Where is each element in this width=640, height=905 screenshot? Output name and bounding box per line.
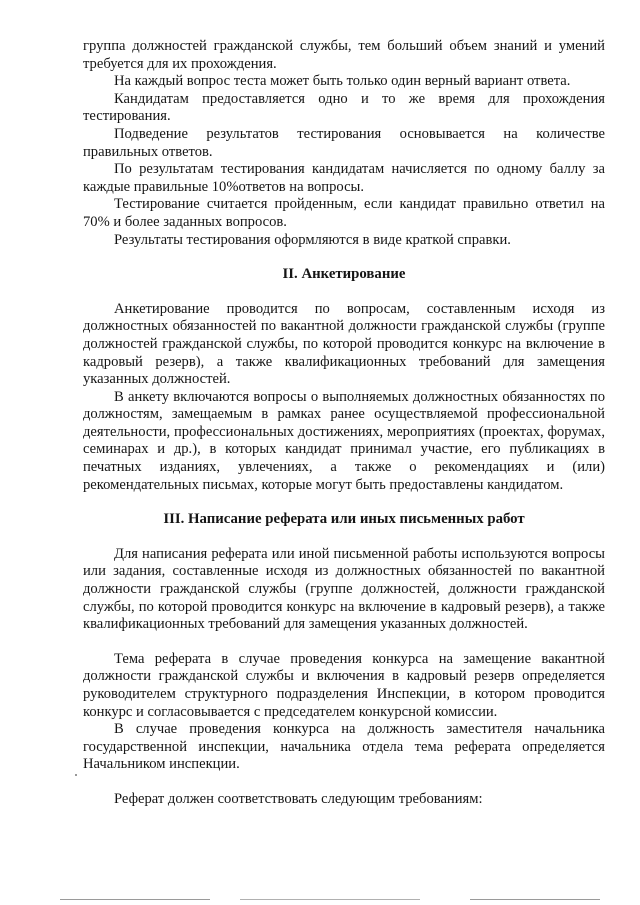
section-3-heading: III. Написание реферата или иных письменных работ (163, 511, 525, 528)
section-3-paragraph-1: Для написания реферата или иной письменной работы используются вопросы или задания, составленные исходя из должностных обязанностей по вакантной должности гражданской службы (группе должностей, должности гражданской службы, по которой проводится конкурс на включение в кадровый резерв), а также квалификационных требований для замещения указанных должностей. (83, 545, 605, 633)
scan-speck (75, 774, 77, 776)
one-answer-paragraph: На каждый вопрос теста может быть только один верный вариант ответа. (114, 73, 571, 90)
intro-continuation-paragraph: группа должностей гражданской службы, тем больший объем знаний и умений требуется для их прохождения. (83, 38, 605, 72)
section-2-heading: II. Анкетирование (282, 266, 406, 283)
section-3-paragraph-2: Тема реферата в случае проведения конкурса на замещение вакантной должности гражданской службы и включения в кадровый резерв определяется руководителем структурного подразделения Инспекции, в котором проводится конкурс и согласовывается с председателем конкурсной комиссии. (83, 650, 605, 720)
report-paragraph: Результаты тестирования оформляются в виде краткой справки. (114, 231, 511, 248)
document-page (83, 38, 605, 809)
section-2-paragraph-2: В анкету включаются вопросы о выполняемых должностных обязанностях по должностям, замещаемым в рамках ранее осуществляемой профессиональной деятельности, профессиональных достижениях, мероприятиях (проектах, форумах, семинарах и др.), в которых кандидат принимал участие, его публикациях в печатных изданиях, увлечениях, а также о рекомендациях и (или) рекомендательных письмах, которые могут быть предоставлены кандидатом. (83, 388, 605, 493)
same-time-paragraph: Кандидатам предоставляется одно и то же время для прохождения тестирования. (83, 90, 605, 125)
scoring-paragraph: По результатам тестирования кандидатам начисляется по одному баллу за каждые правильные 10%ответов на вопросы. (83, 161, 605, 195)
section-3-paragraph-4: Реферат должен соответствовать следующим требованиям: (114, 790, 483, 807)
results-basis-paragraph: Подведение результатов тестирования основывается на количестве правильных ответов. (83, 125, 605, 160)
section-3-paragraph-3: В случае проведения конкурса на должность заместителя начальника государственной инспекции, начальника отдела тема реферата определяется Начальником инспекции. (83, 721, 605, 773)
passed-paragraph: Тестирование считается пройденным, если кандидат правильно ответил на 70% и более заданных вопросов. (83, 196, 605, 230)
scan-bottom-edge-line (0, 899, 640, 900)
section-2-paragraph-1: Анкетирование проводится по вопросам, составленным исходя из должностных обязанностей по вакантной должности гражданской службы (группе должностей гражданской службы, по которой проводится конкурс на включение в кадровый резерв), а также квалификационных требований для замещения указанных должностей. (83, 300, 605, 388)
